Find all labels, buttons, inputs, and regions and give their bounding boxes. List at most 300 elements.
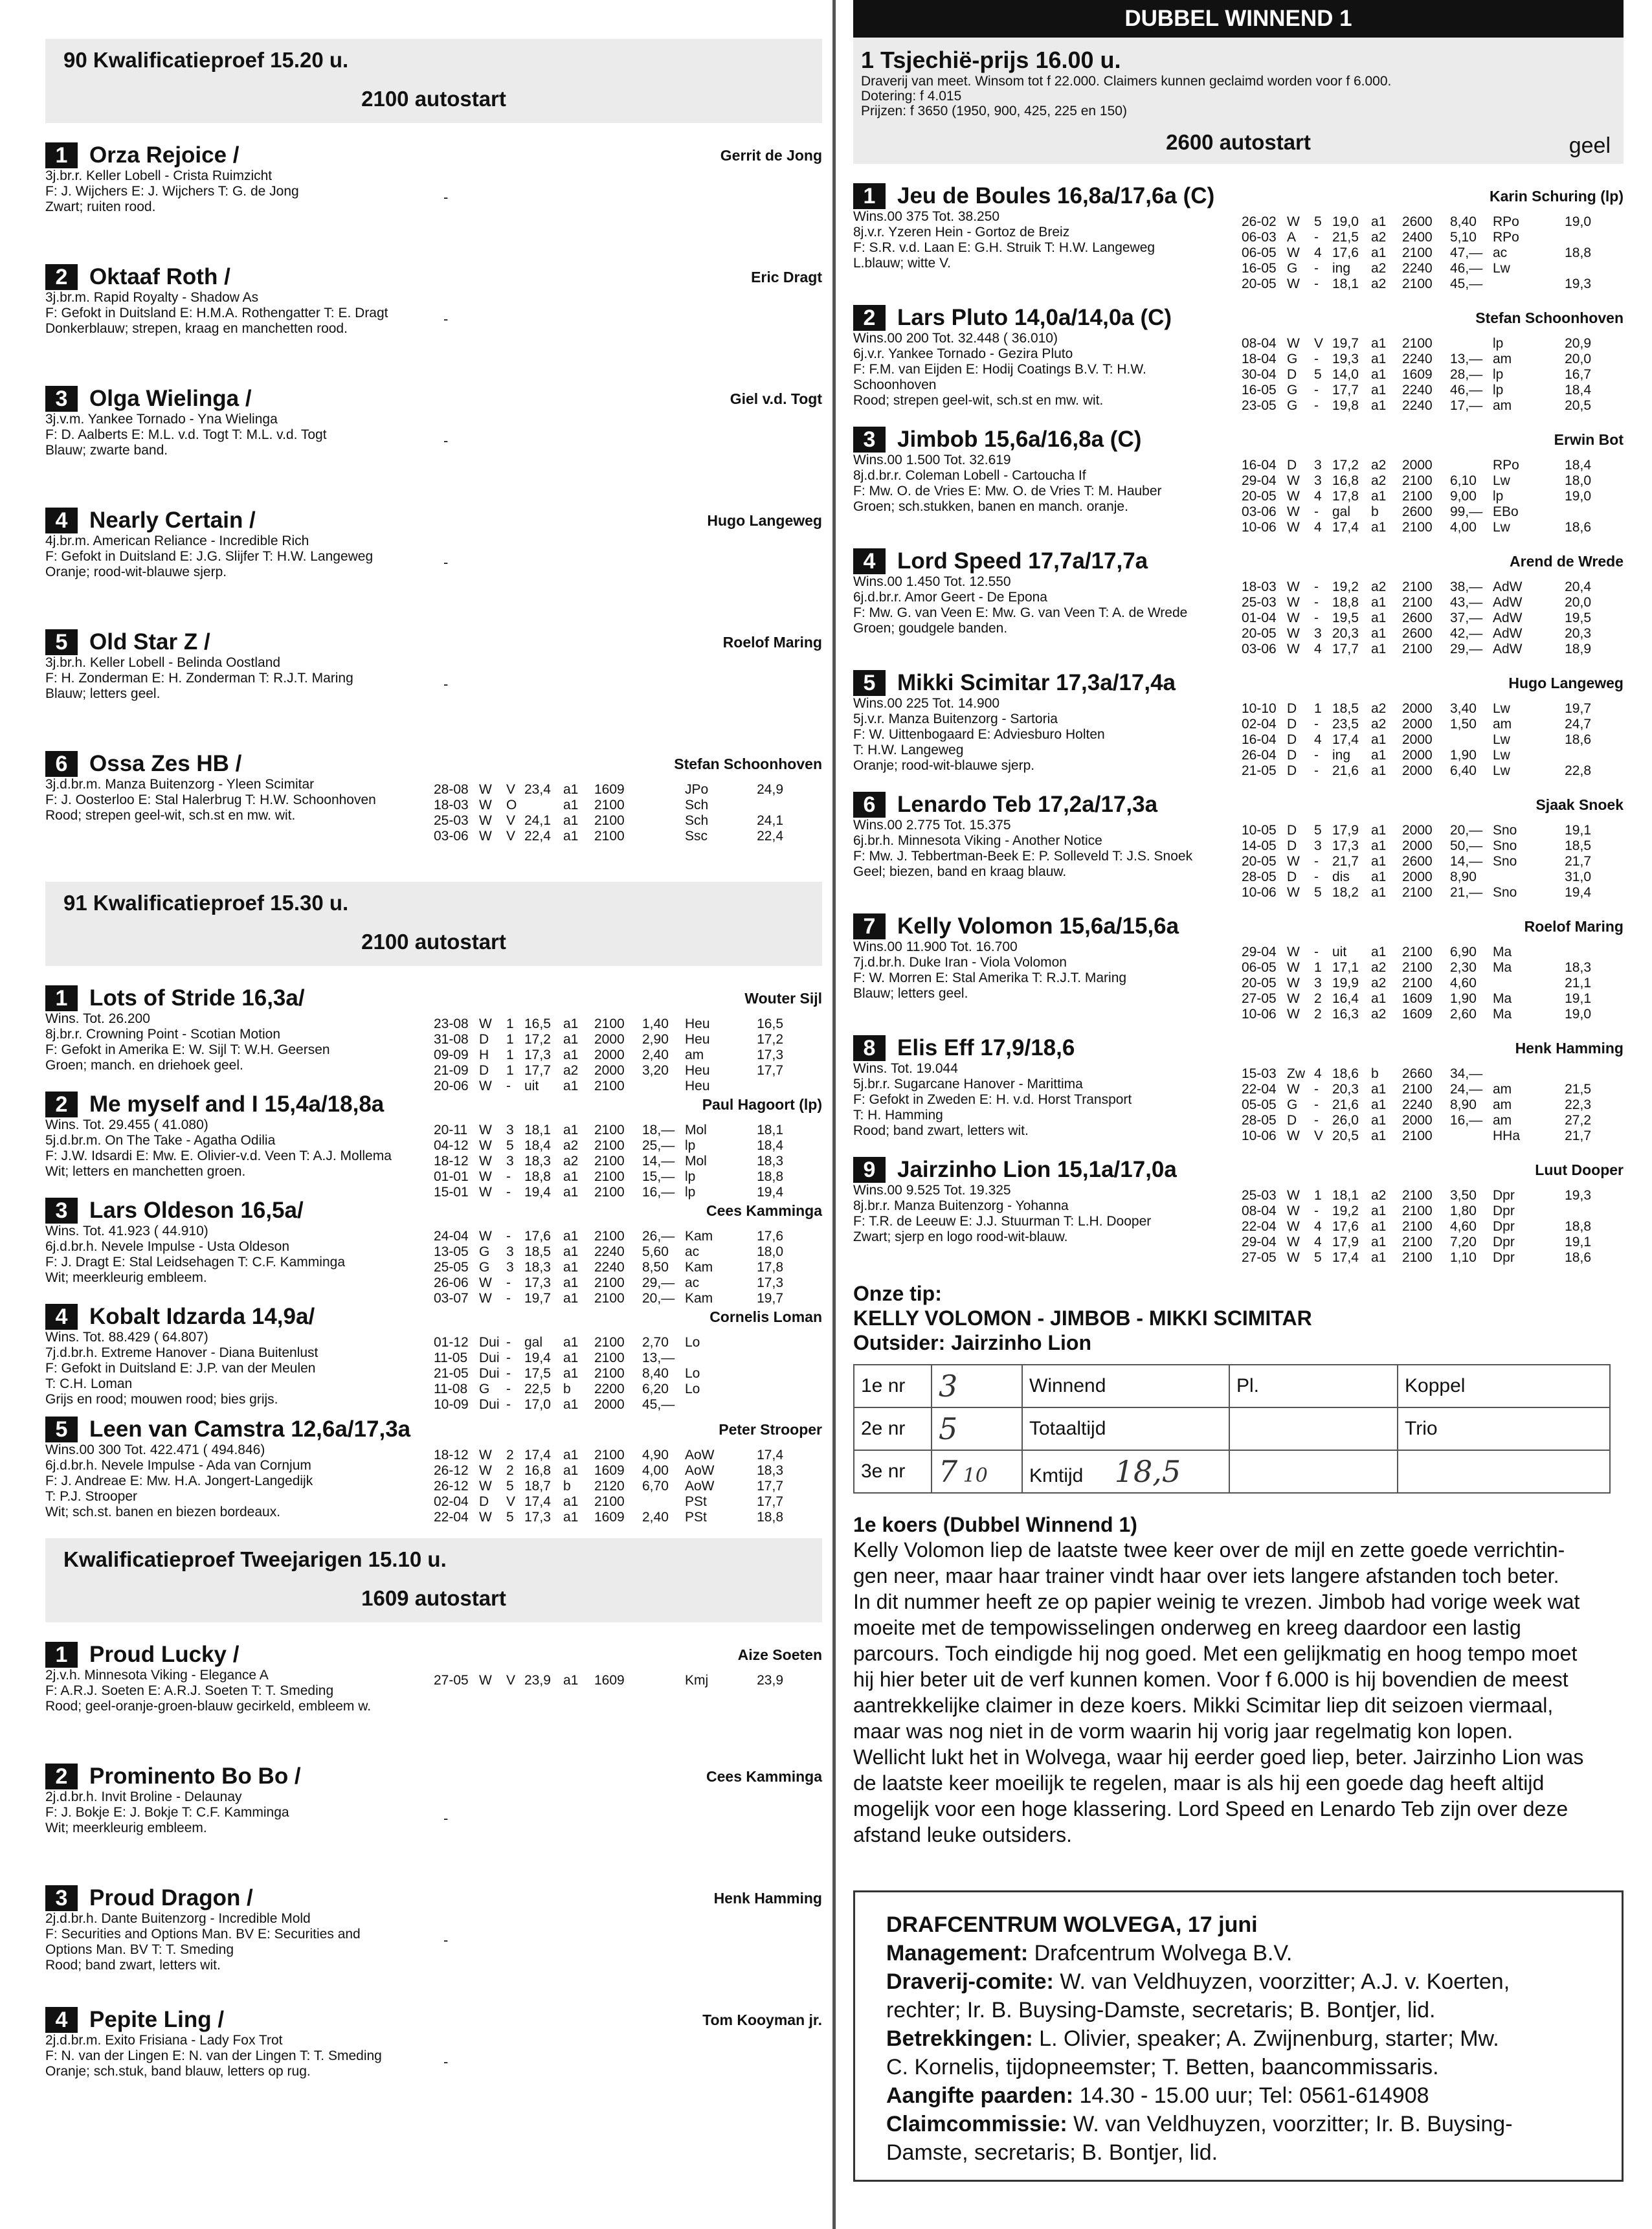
run-cell [642,782,685,798]
info-line: Zwart; sjerp en logo rood-wit-blauw. [853,1229,1068,1244]
run-cell: 2,70 [642,1335,669,1350]
run-cell: 17,— [1450,398,1483,413]
run-row [1242,1097,1591,1113]
run-cell: 24,1 [757,813,783,828]
run-cell: a1 [563,1123,579,1137]
run-cell: a1 [1371,1097,1387,1112]
run-cell: 11-08 [434,1382,468,1396]
run-cell [1546,261,1591,276]
horse-name: Proud Dragon / [89,1885,253,1910]
run-cell: - [506,1366,511,1381]
run-cell: 25-03 [1242,595,1277,610]
info-line: Donkerblauw; strepen, kraag en manchetten rood. [45,321,348,336]
tip-label: Onze tip: [853,1282,942,1305]
horse-info [45,1224,434,1286]
driver-name: Giel v.d. Togt [730,390,822,407]
run-cell: b [1371,504,1379,519]
run-row [1242,854,1591,869]
info-line: 8j.br.r. Crowning Point - Scotian Motion [45,1027,281,1042]
run-cell: Dui [479,1350,500,1365]
run-row [434,1047,783,1063]
grid-value-1[interactable]: 3 [932,1365,1022,1407]
driver-name: Cees Kamminga [706,1767,822,1785]
run-cell: G [479,1260,490,1275]
run-cell: - [506,1079,511,1093]
run-cell: 16-05 [1242,383,1277,398]
run-cell: 17,6 [757,1229,783,1244]
race-header-box [853,38,1624,164]
run-cell: a1 [563,1275,579,1290]
run-cell: 26-06 [434,1275,469,1290]
run-cell: 27,2 [1565,1113,1591,1128]
run-cell: 2100 [1402,885,1433,900]
run-cell: Dui [479,1397,500,1412]
run-cell: 20,3 [1565,626,1591,641]
run-cell [642,813,685,829]
horse-info [45,1911,434,1973]
run-cell: W [1287,595,1300,610]
info-line: 5j.v.r. Manza Buitenzorg - Sartoria [853,711,1058,726]
info-line: F: Gefokt in Duitsland E: J.G. Slijfer T: H.W. Langeweg [45,549,374,564]
driver-name: Aize Soeten [737,1646,822,1663]
horse-name: Lots of Stride 16,3a/ [89,985,305,1011]
driver-name: Erwin Bot [1554,431,1624,448]
run-cell: a2 [1371,717,1387,732]
run-cell: 2000 [1402,838,1433,853]
run-cell: 17,4 [1332,1250,1359,1265]
horse-info [45,655,434,702]
race-prizes: Prijzen: f 3650 (1950, 900, 425, 225 en 150) [861,104,1127,118]
run-cell: 18,2 [1332,885,1359,900]
run-cell: 1 [1314,701,1322,716]
run-cell: 22,8 [1565,763,1591,778]
run-cell: Sno [1493,885,1517,900]
run-cell: - [1314,854,1319,869]
horse-name: Ossa Zes HB / [89,751,242,776]
run-row [434,1494,783,1510]
no-runs-dash: - [443,189,449,205]
no-runs-dash: - [443,311,449,327]
run-cell: 1609 [594,1463,625,1478]
run-cell: - [506,1169,511,1184]
run-cell: a1 [1371,823,1387,838]
info-line: F: S.R. v.d. Laan E: G.H. Struik T: H.W. Langeweg [853,240,1155,255]
info-line: 3j.v.m. Yankee Tornado - Yna Wielinga [45,412,278,427]
run-cell: 22,4 [524,829,551,844]
run-cell: 19,3 [1565,276,1591,291]
run-cell: 2 [506,1448,514,1462]
run-cell: 14,— [1450,854,1483,869]
run-table [434,1016,783,1094]
run-table [434,782,783,844]
run-cell [1493,976,1546,991]
horse-entry [853,792,1624,904]
run-cell: 20-05 [1242,276,1277,291]
horse-info [45,1011,434,1073]
driver-name: Luut Dooper [1535,1161,1624,1178]
run-cell: a1 [1371,1219,1387,1234]
run-cell: Heu [685,1016,710,1031]
run-cell: 2100 [1402,473,1433,488]
horse-entry [853,548,1624,661]
run-cell: 18,8 [757,1169,783,1184]
run-cell: Lw [1493,748,1510,763]
run-cell: 2100 [1402,595,1433,610]
run-cell: 24-04 [434,1229,469,1244]
info-line: 8j.v.r. Yzeren Hein - Gortoz de Breiz [853,225,1070,240]
run-cell: - [506,1350,511,1365]
run-cell: 1609 [594,782,625,797]
run-cell: 18,3 [757,1463,783,1478]
run-cell [642,1494,685,1510]
horse-entry [45,1417,822,1525]
run-row [434,1063,783,1079]
run-cell: 8,40 [1450,214,1477,229]
run-cell: - [1314,230,1319,245]
horse-info [45,1330,434,1407]
run-cell: Heu [685,1063,710,1078]
run-cell: 99,— [1450,504,1483,519]
info-line: Rood; geel-oranje-groen-blauw gecirkeld, embleem w. [45,1699,372,1714]
run-cell: 27-05 [1242,991,1277,1006]
driver-name: Stefan Schoonhoven [674,755,822,772]
run-cell: 2100 [594,1185,625,1200]
run-cell: 18-04 [1242,352,1277,366]
run-cell: 5 [1314,1250,1322,1265]
horse-header [853,305,1624,331]
run-cell: a2 [563,1154,579,1169]
run-cell [738,1366,783,1382]
run-cell: 14,— [642,1154,675,1169]
run-cell: a1 [563,1448,579,1462]
run-cell: a1 [1371,885,1387,900]
info-line: Geel; biezen, band en kraag blauw. [853,864,1067,879]
info-line: F: Gefokt in Duitsland E: J.P. van der Meulen [45,1361,316,1376]
run-row [1242,1250,1591,1266]
run-row [1242,610,1591,626]
run-cell: a2 [1371,458,1387,473]
run-cell: 23,9 [757,1673,783,1688]
info-line: 6j.d.br.h. Nevele Impulse - Usta Oldeson [45,1239,290,1254]
run-cell: 2000 [1402,763,1433,778]
run-cell: W [479,1275,492,1290]
run-cell: 16,7 [1565,367,1591,382]
run-cell: 25-03 [434,813,469,828]
run-cell: - [1314,352,1319,366]
run-cell: 17,3 [757,1275,783,1290]
run-cell: - [506,1397,511,1412]
run-cell: 18,5 [524,1244,551,1259]
run-cell: 4 [1314,642,1322,656]
run-cell: 5 [506,1138,514,1153]
run-cell: 21,7 [1565,1128,1591,1143]
run-cell: 17,7 [1332,383,1359,398]
article-line: maar was nog niet in de vorm waarin hij vorig jaar regelmatig kon lopen. [853,1719,1513,1743]
run-cell: 17,2 [524,1032,551,1047]
run-cell: W [479,1185,492,1200]
run-cell [738,1350,783,1366]
run-cell: 18,5 [1565,838,1591,853]
run-cell: 1 [1314,960,1322,975]
run-cell: 2240 [594,1260,625,1275]
run-cell: W [1287,1082,1300,1097]
horse-info [853,331,1242,409]
race-distance: 2100 autostart [361,87,506,111]
run-cell: 10-06 [1242,885,1277,900]
run-cell: 1,50 [1450,717,1477,732]
info-line: Wit; sch.st. banen en biezen bordeaux. [45,1505,281,1519]
run-cell: AoW [685,1479,715,1494]
run-cell: - [1314,579,1319,594]
article-line: mogelijk voor een hoge klassering. Lord Speed en Lenardo Teb zijn over deze [853,1797,1568,1820]
run-cell: a2 [1371,701,1387,716]
info-line: 3j.br.h. Keller Lobell - Belinda Oostland [45,655,281,670]
run-cell: 17,3 [757,1047,783,1062]
run-cell: a1 [1371,732,1387,747]
run-cell: 21,7 [1332,854,1359,869]
run-row [1242,838,1591,854]
driver-name: Sjaak Snoek [1535,796,1624,813]
run-row [434,1510,783,1525]
run-row [1242,473,1591,489]
grid-label-3: 3e nr [854,1450,932,1493]
run-cell: 16,8 [1332,473,1359,488]
run-cell: 19,7 [524,1291,551,1306]
horse-header [45,1304,822,1330]
grid-value-2[interactable]: 5 [932,1407,1022,1450]
run-cell: 2,60 [1450,1007,1477,1022]
run-cell: 03-07 [434,1291,469,1306]
horse-entry [45,508,822,609]
run-cell: 2,30 [1450,960,1477,975]
run-cell: 1609 [594,1510,625,1525]
run-cell: Zw [1287,1066,1305,1081]
run-cell: 31-08 [434,1032,469,1047]
run-cell: AoW [685,1448,715,1462]
run-cell: 5 [506,1510,514,1525]
horse-name: Lenardo Teb 17,2a/17,3a [897,792,1158,817]
run-cell: 17,3 [524,1510,551,1525]
run-cell: W [1287,976,1300,991]
run-cell: am [1493,1097,1512,1112]
run-cell: 2000 [594,1047,625,1062]
run-cell: 1,10 [1450,1250,1477,1265]
horse-entry [45,2007,822,2108]
run-cell: Ma [1493,960,1512,975]
run-cell: 20-11 [434,1123,468,1137]
run-cell: a1 [563,1366,579,1381]
horse-number: 2 [45,1092,78,1117]
run-row [1242,701,1591,717]
run-cell: a1 [1371,838,1387,853]
run-cell: am [1493,717,1512,732]
run-cell: 19,7 [1332,336,1359,351]
race-header [45,882,822,966]
run-cell: 4 [1314,1235,1322,1249]
run-cell: 17,8 [1332,489,1359,504]
run-cell: - [1314,610,1319,625]
run-cell: a1 [1371,489,1387,504]
run-cell: Dpr [1493,1204,1515,1218]
info-line: F: Securities and Options Man. BV E: Securities and [45,1927,361,1942]
run-cell: 31,0 [1565,869,1591,884]
info-line: T: P.J. Strooper [45,1489,138,1504]
horse-info [853,696,1242,774]
run-cell: Kmj [685,1673,709,1688]
info-line: F: J.W. Idsardi E: Mw. E. Olivier-v.d. Veen T: A.J. Mollema [45,1148,392,1163]
run-cell: Kam [685,1229,713,1244]
run-cell: G [1287,383,1298,398]
article-body [853,1537,1624,1848]
run-cell: 29-04 [1242,473,1277,488]
right-horse-list [853,183,1624,1270]
run-cell: 2000 [1402,1113,1433,1128]
run-cell: 2100 [594,1366,625,1381]
run-cell: W [1287,1007,1300,1022]
run-cell: AoW [685,1463,715,1478]
run-cell: 19,7 [757,1291,783,1306]
run-cell: 19,5 [1332,610,1359,625]
run-cell: W [1287,991,1300,1006]
run-cell: 19,9 [1332,976,1359,991]
run-row [1242,520,1591,535]
horse-name: Mikki Scimitar 17,3a/17,4a [897,670,1176,695]
run-cell: 20-05 [1242,626,1277,641]
run-cell: - [1314,1097,1319,1112]
grid-value-3[interactable]: 7 10 [932,1450,1022,1493]
run-cell [1493,276,1546,292]
run-cell: D [479,1494,489,1509]
run-cell: 2100 [594,1494,625,1509]
race-distance: 2100 autostart [361,930,506,954]
run-row [1242,489,1591,504]
run-cell [1546,1204,1591,1219]
info-line: F: Mw. O. de Vries E: Mw. O. de Vries T: M. Hauber [853,484,1162,498]
run-cell: Dpr [1493,1219,1515,1234]
driver-name: Cees Kamminga [706,1202,822,1219]
grid-kmtijd[interactable]: Kmtijd 18,5 [1022,1450,1229,1493]
run-cell: a1 [563,829,579,844]
dubbel-winnend-header: DUBBEL WINNEND 1 [853,0,1624,38]
run-cell: 4 [1314,1219,1322,1234]
run-cell: V [506,782,516,797]
run-row [434,1169,783,1185]
run-cell: 15-01 [434,1185,469,1200]
info-line: Wins.00 200 Tot. 32.448 ( 36.010) [853,331,1058,346]
horse-number: 4 [853,548,886,574]
run-cell: 26,— [642,1229,675,1244]
horse-number: 8 [853,1035,886,1061]
run-cell: 3,50 [1450,1188,1477,1203]
horse-header [45,508,822,533]
run-cell: 2100 [594,1154,625,1169]
run-cell: 2240 [1402,398,1433,413]
article-line: gen neer, maar haar trainer vindt haar over iets langere afstanden toch beter. [853,1564,1559,1587]
run-cell: 1 [506,1016,514,1031]
grid-trio: Trio [1398,1407,1610,1450]
run-row [434,1016,783,1032]
horse-number: 2 [45,1764,78,1789]
horse-info [45,168,434,215]
horse-info [853,939,1242,1002]
run-cell: 4 [1314,1066,1322,1081]
run-cell: a1 [1371,383,1387,398]
info-line: 5j.br.r. Sugarcane Hanover - Marittima [853,1077,1083,1092]
run-cell: a1 [1371,626,1387,641]
run-row [1242,642,1591,657]
run-cell: 10-10 [1242,701,1277,716]
run-cell: W [1287,626,1300,641]
run-cell: 2100 [1402,1204,1433,1218]
driver-name: Henk Hamming [713,1889,822,1907]
grid-pl: Pl. [1229,1365,1398,1407]
info-line: F: W. Uittenbogaard E: Adviesburo Holten [853,727,1105,742]
run-cell: 18,4 [524,1138,551,1153]
run-cell: 18,6 [1565,732,1591,747]
info-line: F: W. Morren E: Stal Amerika T: R.J.T. Maring [853,970,1127,985]
run-cell: a2 [1371,976,1387,991]
horse-info [45,1442,434,1520]
run-cell: 6,20 [642,1382,669,1396]
info-line: Rood; band zwart, letters wit. [853,1123,1029,1138]
run-cell: V [1314,336,1324,351]
run-cell: 42,— [1450,626,1483,641]
horse-header [45,1092,822,1117]
run-cell: 21-09 [434,1063,469,1078]
run-cell: 20,5 [1565,398,1591,413]
track-title: DRAFCENTRUM WOLVEGA, 17 juni [886,1912,1258,1937]
management-line: Management: Drafcentrum Wolvega B.V. [886,1941,1293,1966]
horse-number: 7 [853,913,886,939]
run-cell: 2100 [1402,1082,1433,1097]
horse-entry [853,183,1624,296]
info-line: F: N. van der Lingen E: N. van der Lingen T: T. Smeding [45,2048,382,2063]
run-cell: 2100 [594,1138,625,1153]
run-cell: 18,1 [1332,276,1359,291]
run-row [434,1463,783,1479]
run-cell: a1 [1371,1082,1387,1097]
info-line: 3j.br.m. Rapid Royalty - Shadow As [45,290,259,305]
run-cell [1546,945,1591,960]
horse-entry [45,1304,822,1412]
horse-name: Jairzinho Lion 15,1a/17,0a [897,1157,1177,1182]
run-cell: G [479,1244,490,1259]
info-line: Wins. Tot. 26.200 [45,1011,150,1026]
run-cell: 20-05 [1242,976,1277,991]
run-cell: 3 [506,1123,514,1137]
run-cell: W [479,1448,492,1462]
run-cell: a1 [563,813,579,828]
comite-line-2: rechter; Ir. B. Buysing-Damste, secretaris; B. Bontjer, lid. [886,1998,1436,2022]
run-cell: 29,— [642,1275,675,1290]
run-cell: PSt [685,1494,707,1509]
run-cell: 17,4 [524,1448,551,1462]
run-cell: ac [1493,245,1508,260]
run-cell: 4,90 [642,1448,669,1462]
run-cell: a1 [563,1185,579,1200]
run-cell: W [479,1673,492,1688]
info-line: Wins. Tot. 41.923 ( 44.910) [45,1224,208,1238]
run-cell: - [1314,717,1319,732]
info-line: 3j.d.br.m. Manza Buitenzorg - Yleen Scimitar [45,777,315,792]
run-cell: a2 [1371,1007,1387,1022]
run-cell: 18,3 [524,1154,551,1169]
run-cell: 16-04 [1242,732,1277,747]
run-cell: 4,60 [1450,1219,1477,1234]
run-cell: 34,— [1450,1066,1483,1081]
run-cell: 2100 [1402,642,1433,656]
run-table [1242,1066,1591,1144]
